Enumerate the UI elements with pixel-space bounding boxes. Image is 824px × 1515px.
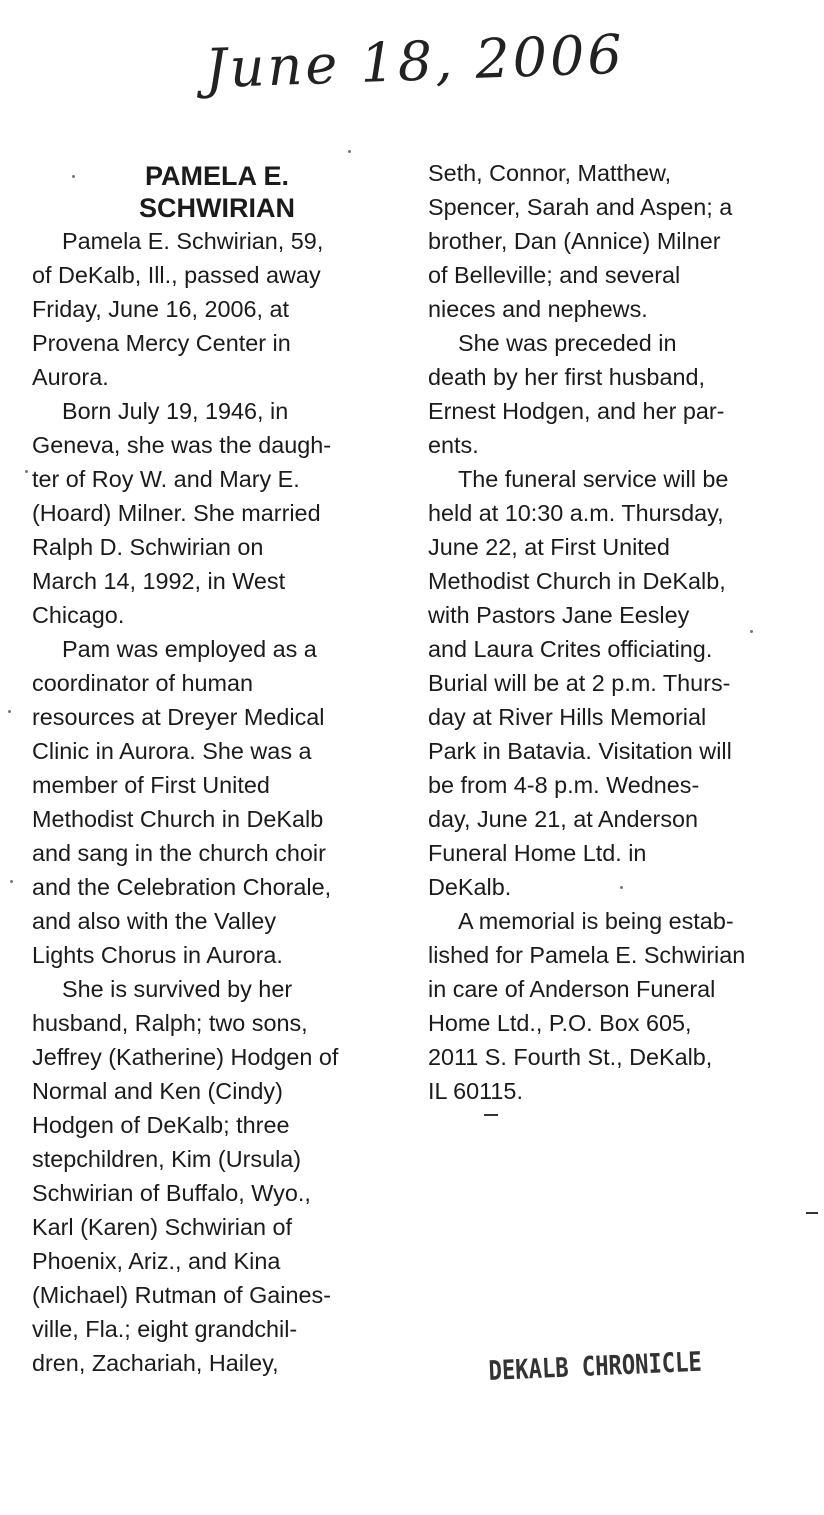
text-line: Ralph D. Schwirian on	[32, 534, 264, 560]
text-line: stepchildren, Kim (Ursula)	[32, 1146, 302, 1172]
text-line: of DeKalb, Ill., passed away	[32, 262, 321, 288]
text-line: day, June 21, at Anderson	[428, 806, 699, 832]
text-line: Lights Chorus in Aurora.	[32, 942, 283, 968]
text-line: husband, Ralph; two sons,	[32, 1010, 308, 1036]
text-line: Funeral Home Ltd. in	[428, 840, 647, 866]
scan-speck	[750, 630, 753, 633]
text-line: held at 10:30 a.m. Thursday,	[428, 500, 724, 526]
left-column-text	[32, 224, 422, 1380]
text-line: and sang in the church choir	[32, 840, 326, 866]
text-line: ville, Fla.; eight grandchil-	[32, 1316, 298, 1342]
text-line: Hodgen of DeKalb; three	[32, 1112, 290, 1138]
text-line: Burial will be at 2 p.m. Thurs-	[428, 670, 731, 696]
obituary-headline	[22, 160, 412, 224]
text-line: Geneva, she was the daugh-	[32, 432, 332, 458]
text-line: March 14, 1992, in West	[32, 568, 286, 594]
text-line: Friday, June 16, 2006, at	[32, 296, 290, 322]
headline-line: PAMELA E.	[144, 161, 289, 191]
text-line: Phoenix, Ariz., and Kina	[32, 1248, 281, 1274]
text-line: The funeral service will be	[458, 466, 729, 492]
margin-mark	[806, 1212, 818, 1214]
text-line: Normal and Ken (Cindy)	[32, 1078, 283, 1104]
headline-line: SCHWIRIAN	[139, 193, 295, 223]
text-line: DeKalb.	[428, 874, 512, 900]
text-line: with Pastors Jane Eesley	[428, 602, 690, 628]
scan-speck	[8, 710, 11, 713]
text-line: of Belleville; and several	[428, 262, 681, 288]
obituary-left-column	[32, 160, 422, 1380]
text-line: day at River Hills Memorial	[428, 704, 707, 730]
text-line: dren, Zachariah, Hailey,	[32, 1350, 279, 1376]
text-line: (Michael) Rutman of Gaines-	[32, 1282, 331, 1308]
text-line: brother, Dan (Annice) Milner	[428, 228, 721, 254]
text-line: lished for Pamela E. Schwirian	[428, 942, 746, 968]
text-line: A memorial is being estab-	[458, 908, 734, 934]
text-line: Ernest Hodgen, and her par-	[428, 398, 725, 424]
text-line: (Hoard) Milner. She married	[32, 500, 321, 526]
text-line: death by her first husband,	[428, 364, 705, 390]
scan-speck	[620, 886, 623, 889]
text-line: June 22, at First United	[428, 534, 670, 560]
text-line: Pamela E. Schwirian, 59,	[62, 228, 324, 254]
text-line: in care of Anderson Funeral	[428, 976, 716, 1002]
text-line: Schwirian of Buffalo, Wyo.,	[32, 1180, 311, 1206]
text-line: and also with the Valley	[32, 908, 277, 934]
text-line: Home Ltd., P.O. Box 605,	[428, 1010, 692, 1036]
column-end-rule	[484, 1114, 498, 1116]
scan-speck	[10, 880, 13, 883]
text-line: Pam was employed as a	[62, 636, 317, 662]
text-line: Seth, Connor, Matthew,	[428, 160, 672, 186]
text-line: and the Celebration Chorale,	[32, 874, 332, 900]
text-line: She is survived by her	[62, 976, 293, 1002]
text-line: Jeffrey (Katherine) Hodgen of	[32, 1044, 339, 1070]
text-line: coordinator of human	[32, 670, 254, 696]
text-line: Chicago.	[32, 602, 125, 628]
text-line: be from 4-8 p.m. Wednes-	[428, 772, 700, 798]
text-line: Spencer, Sarah and Aspen; a	[428, 194, 733, 220]
scan-speck	[348, 150, 351, 153]
text-line: Aurora.	[32, 364, 109, 390]
text-line: Clinic in Aurora. She was a	[32, 738, 312, 764]
text-line: Park in Batavia. Visitation will	[428, 738, 732, 764]
text-line: and Laura Crites officiating.	[428, 636, 713, 662]
text-line: Methodist Church in DeKalb	[32, 806, 324, 832]
text-line: IL 60115.	[428, 1078, 523, 1104]
text-line: Methodist Church in DeKalb,	[428, 568, 726, 594]
text-line: resources at Dreyer Medical	[32, 704, 325, 730]
text-line: She was preceded in	[458, 330, 677, 356]
text-line: member of First United	[32, 772, 270, 798]
handwritten-date: June 18, 2006	[204, 22, 626, 101]
newspaper-stamp: DEKALB CHRONICLE	[488, 1346, 703, 1387]
text-line: Karl (Karen) Schwirian of	[32, 1214, 292, 1240]
scan-speck	[72, 175, 75, 178]
text-line: Provena Mercy Center in	[32, 330, 291, 356]
text-line: Born July 19, 1946, in	[62, 398, 289, 424]
text-line: nieces and nephews.	[428, 296, 648, 322]
text-line: ter of Roy W. and Mary E.	[32, 466, 300, 492]
scan-speck	[25, 470, 28, 473]
text-line: 2011 S. Fourth St., DeKalb,	[428, 1044, 713, 1070]
text-line: ents.	[428, 432, 479, 458]
